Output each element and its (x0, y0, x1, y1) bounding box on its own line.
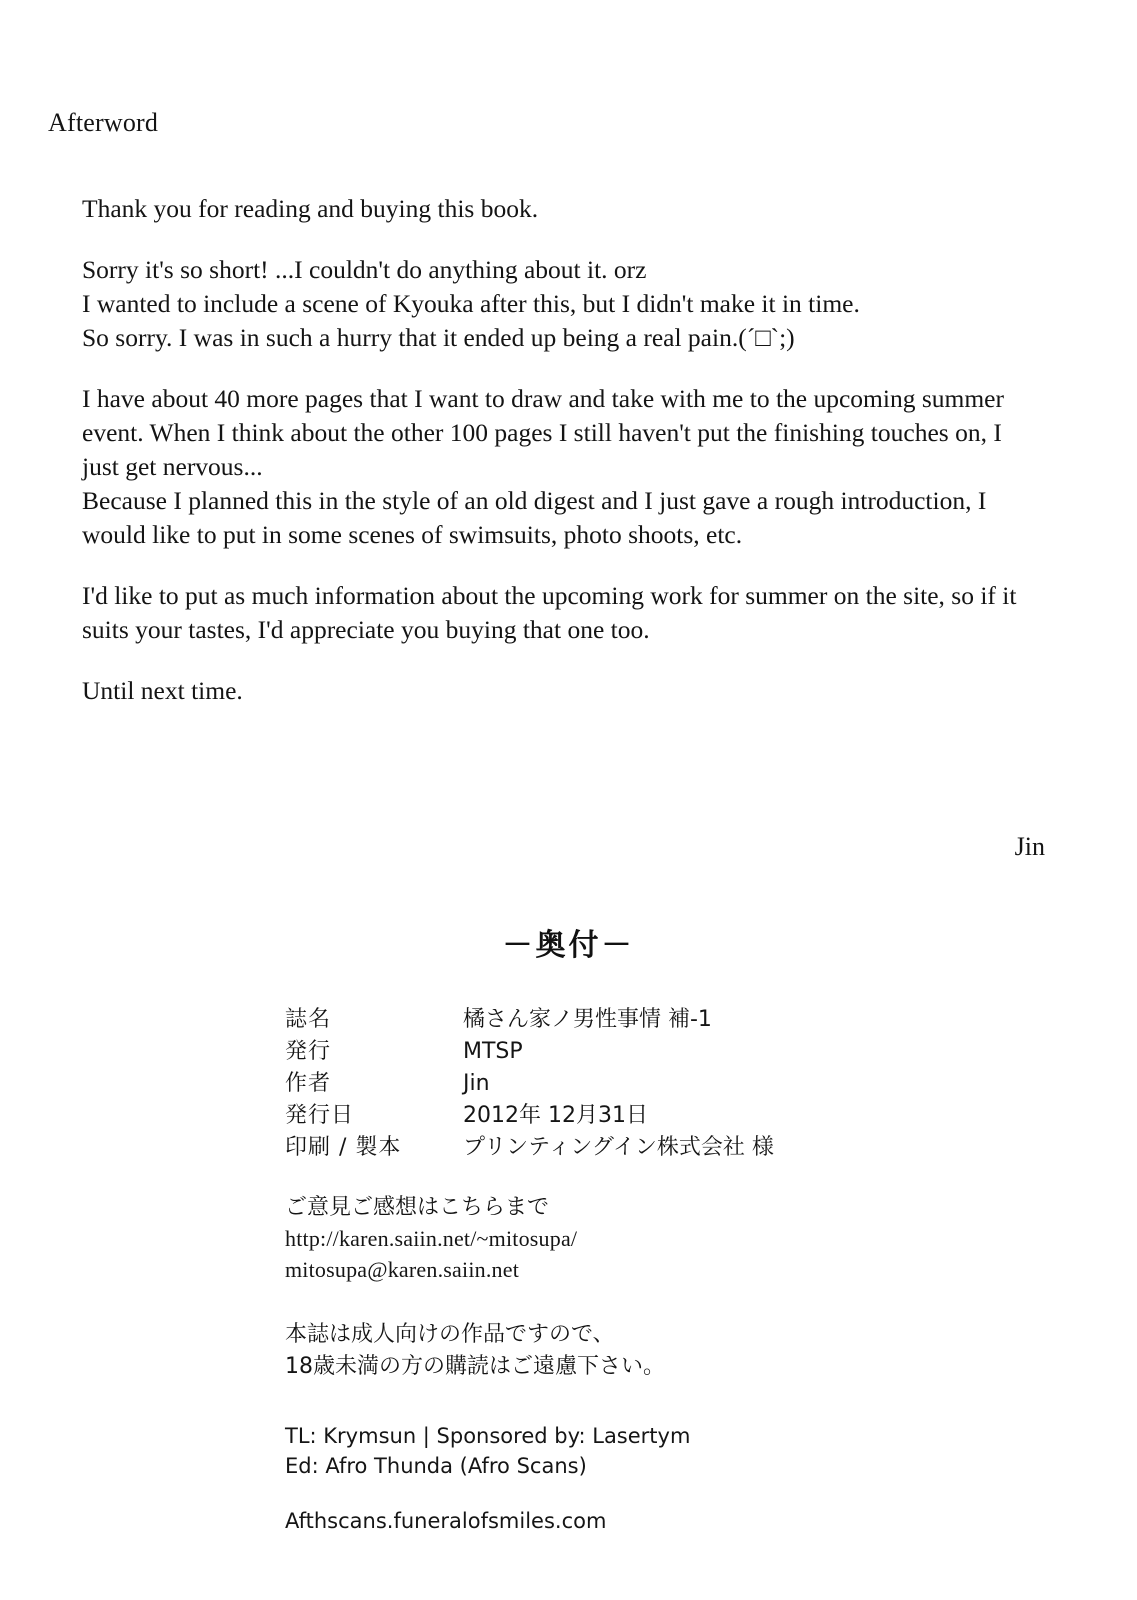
afterword-line: Thank you for reading and buying this book. (82, 194, 539, 223)
afterword-line: I'd like to put as much information about the upcoming work for summer on the site, so if it suits your tastes, I'd appreciate you buying that one too. (82, 581, 1023, 644)
table-row (285, 1004, 774, 1036)
credits-line-2: Ed: Afro Thunda (Afro Scans) (285, 1454, 587, 1478)
contact-email[interactable]: mitosupa@karen.saiin.net (285, 1257, 520, 1282)
table-row (285, 1068, 774, 1100)
scanlation-site-url[interactable]: Afthscans.funeralofsmiles.com (285, 1509, 607, 1533)
afterword-line: Sorry it's so short! ...I couldn't do anything about it. orz (82, 255, 647, 284)
contact-url[interactable]: http://karen.saiin.net/~mitosupa/ (285, 1226, 578, 1251)
afterword-line: I wanted to include a scene of Kyouka after this, but I didn't make it in time. (82, 289, 860, 318)
colophon-value: 橘さん家ノ男性事情 補-1 (463, 1007, 712, 1032)
afterword-paragraph-2 (82, 253, 1042, 355)
colophon-table (285, 1004, 774, 1164)
age-notice-block (285, 1319, 985, 1383)
table-row (285, 1132, 774, 1164)
colophon-label: 誌名 (285, 1007, 332, 1032)
colophon-value: MTSP (463, 1039, 523, 1064)
colophon-value: Jin (463, 1071, 490, 1096)
afterword-paragraph-4 (82, 579, 1042, 647)
afterword-line: Until next time. (82, 676, 243, 705)
scanlation-credits (285, 1421, 985, 1481)
scanlation-site[interactable] (285, 1509, 985, 1533)
credits-line-1: TL: Krymsun | Sponsored by: Lasertym (285, 1424, 691, 1448)
afterword-paragraph-3 (82, 382, 1042, 552)
afterword-paragraph-5 (82, 674, 1042, 708)
age-notice-line-1: 本誌は成人向けの作品ですので、 (285, 1322, 615, 1347)
afterword-heading: Afterword (48, 108, 159, 137)
colophon-label: 作者 (285, 1071, 332, 1096)
afterword-line: So sorry. I was in such a hurry that it ended up being a real pain.(´□`;) (82, 323, 795, 352)
colophon-value: プリンティングイン株式会社 様 (463, 1135, 774, 1160)
colophon-label: 印刷 / 製本 (285, 1135, 402, 1160)
afterword-body (82, 192, 1042, 708)
age-notice-line-2: 18歳未満の方の購読はご遠慮下さい。 (285, 1354, 665, 1379)
table-row (285, 1036, 774, 1068)
colophon-label: 発行 (285, 1039, 332, 1064)
afterword-line: I have about 40 more pages that I want to draw and take with me to the upcoming summer event. When I think about the other 100 pages I still haven't put the finishing touches on, I just get nervous... (82, 384, 1011, 481)
afterword-line: Because I planned this in the style of an old digest and I just gave a rough introduction, I would like to put in some scenes of swimsuits, photo shoots, etc. (82, 486, 993, 549)
colophon-label: 発行日 (285, 1103, 355, 1128)
colophon-title: －奥付－ (502, 928, 635, 963)
afterword-paragraph-1 (82, 192, 1042, 226)
contact-heading: ご意見ご感想はこちらまで (285, 1195, 550, 1220)
colophon-value: 2012年 12月31日 (463, 1103, 648, 1128)
author-signature: Jin (1014, 832, 1045, 861)
contact-block (285, 1192, 985, 1285)
colophon-block (285, 1004, 985, 1533)
table-row (285, 1100, 774, 1132)
